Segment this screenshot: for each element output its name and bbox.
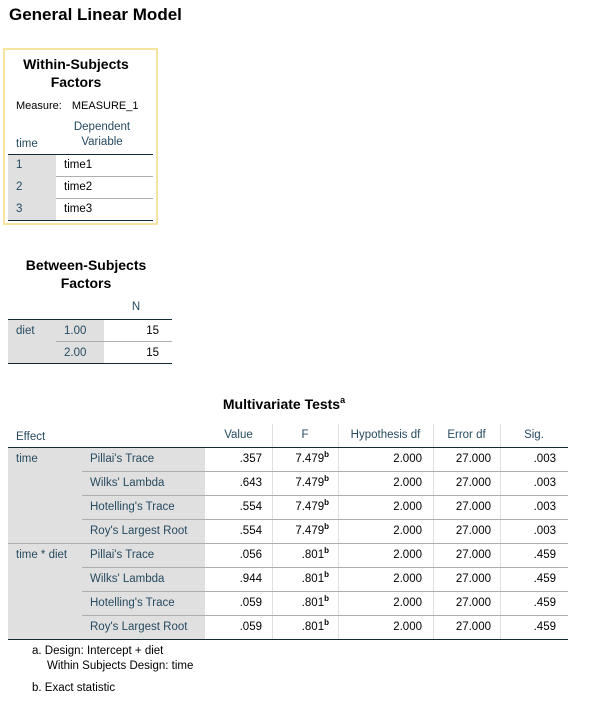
cell-value: .944 <box>239 573 262 585</box>
cell-variable: time3 <box>64 203 93 215</box>
row-rule <box>82 591 568 592</box>
row-rule <box>56 341 172 342</box>
effect-label-time: time <box>16 453 38 465</box>
cell-value: .554 <box>239 525 262 537</box>
col-header-error-df: Error df <box>447 429 486 441</box>
row-rule <box>56 176 153 177</box>
row-label-time: 2 <box>16 181 23 193</box>
col-header-hypothesis-df: Hypothesis df <box>350 429 421 441</box>
test-name: Roy's Largest Root <box>90 621 188 633</box>
cell-hypothesis-df: 2.000 <box>393 477 422 489</box>
col-header-time: time <box>16 138 38 150</box>
cell-sig: .003 <box>533 477 556 489</box>
col-header-value: Value <box>224 429 253 441</box>
cell-sig: .003 <box>533 525 556 537</box>
row-rule <box>82 471 568 472</box>
col-header-sig: Sig. <box>524 429 544 441</box>
title-text: Multivariate Tests <box>222 396 341 412</box>
level-label: 1.00 <box>64 325 87 337</box>
row-rule <box>82 495 568 496</box>
cell-error-df: 27.000 <box>455 573 491 585</box>
row-rule <box>56 198 153 199</box>
f-value: 7.479 <box>295 477 325 489</box>
measure-value: MEASURE_1 <box>71 100 139 112</box>
col-header-n: N <box>131 301 141 313</box>
multivariate-title <box>0 396 568 412</box>
between-subjects-title <box>8 256 164 292</box>
test-name: Pillai's Trace <box>90 549 155 561</box>
cell-hypothesis-df: 2.000 <box>393 549 422 561</box>
footnote-a-line2: Within Subjects Design: time <box>47 660 194 672</box>
f-value: .801 <box>301 597 325 609</box>
footnote-marker: b <box>324 618 329 627</box>
test-name: Wilks' Lambda <box>90 573 165 585</box>
f-value: 7.479 <box>295 453 325 465</box>
footnote-marker: b <box>324 450 329 459</box>
f-value: 7.479 <box>295 501 325 513</box>
cell-f <box>272 450 329 465</box>
level-label: 2.00 <box>64 347 87 359</box>
cell-sig: .003 <box>533 453 556 465</box>
f-value: .801 <box>301 549 325 561</box>
title-line: Factors <box>60 275 112 291</box>
cell-value: .554 <box>239 501 262 513</box>
cell-f <box>272 474 329 489</box>
row-rule <box>82 567 568 568</box>
cell-hypothesis-df: 2.000 <box>393 573 422 585</box>
footnote-b: b. Exact statistic <box>32 682 116 694</box>
cell-f <box>272 522 329 537</box>
f-value: .801 <box>301 621 325 633</box>
f-value: .801 <box>301 573 325 585</box>
table-bottom-rule <box>8 639 568 640</box>
test-name: Roy's Largest Root <box>90 525 188 537</box>
cell-sig: .459 <box>533 621 556 633</box>
row-rule <box>82 519 568 520</box>
cell-value: .059 <box>239 597 262 609</box>
cell-f <box>272 594 329 609</box>
footnote-marker: a <box>340 395 346 405</box>
cell-f <box>272 618 329 633</box>
col-header-effect: Effect <box>16 431 46 443</box>
group-rule <box>8 543 568 544</box>
cell-sig: .459 <box>533 549 556 561</box>
test-name: Pillai's Trace <box>90 453 155 465</box>
test-name: Hotelling's Trace <box>90 501 175 513</box>
footnote-marker: b <box>324 570 329 579</box>
cell-n: 15 <box>146 347 159 359</box>
row-rule <box>82 615 568 616</box>
title-line: Within-Subjects <box>23 56 129 72</box>
cell-hypothesis-df: 2.000 <box>393 501 422 513</box>
cell-error-df: 27.000 <box>455 501 491 513</box>
test-name: Hotelling's Trace <box>90 597 175 609</box>
col-header-variable: Variable <box>81 136 123 148</box>
cell-variable: time2 <box>64 181 93 193</box>
effect-label-time-diet: time * diet <box>16 549 68 561</box>
footnote-marker: b <box>324 474 329 483</box>
row-label-time: 1 <box>16 159 23 171</box>
footnote-marker: b <box>324 498 329 507</box>
measure-caption <box>16 100 147 112</box>
cell-f <box>272 498 329 513</box>
cell-sig: .459 <box>533 597 556 609</box>
cell-hypothesis-df: 2.000 <box>393 597 422 609</box>
cell-sig: .459 <box>533 573 556 585</box>
cell-f <box>272 570 329 585</box>
f-value: 7.479 <box>295 525 325 537</box>
cell-error-df: 27.000 <box>455 549 491 561</box>
cell-variable: time1 <box>64 159 93 171</box>
cell-f <box>272 546 329 561</box>
cell-error-df: 27.000 <box>455 621 491 633</box>
col-header-f: F <box>301 429 309 441</box>
cell-error-df: 27.000 <box>455 597 491 609</box>
table-bottom-rule <box>8 363 172 364</box>
title-line: Between-Subjects <box>25 257 147 273</box>
cell-error-df: 27.000 <box>455 477 491 489</box>
cell-value: .059 <box>239 621 262 633</box>
factor-label-diet: diet <box>16 325 35 337</box>
table-bottom-rule <box>8 220 153 221</box>
col-header-dependent: Dependent <box>73 121 131 133</box>
cell-error-df: 27.000 <box>455 525 491 537</box>
footnote-marker: b <box>324 546 329 555</box>
cell-value: .357 <box>239 453 262 465</box>
cell-hypothesis-df: 2.000 <box>393 453 422 465</box>
title-line: Factors <box>50 74 102 90</box>
test-name: Wilks' Lambda <box>90 477 165 489</box>
page-title: General Linear Model <box>9 5 182 24</box>
cell-hypothesis-df: 2.000 <box>393 621 422 633</box>
cell-sig: .003 <box>533 501 556 513</box>
cell-hypothesis-df: 2.000 <box>393 525 422 537</box>
cell-value: .056 <box>239 549 262 561</box>
row-label-time: 3 <box>16 203 23 215</box>
cell-n: 15 <box>146 325 159 337</box>
cell-error-df: 27.000 <box>455 453 491 465</box>
measure-label: Measure: <box>16 100 62 112</box>
footnote-a: a. Design: Intercept + diet <box>32 645 164 657</box>
footnote-marker: b <box>324 594 329 603</box>
footnote-marker: b <box>324 522 329 531</box>
within-subjects-title <box>4 55 148 91</box>
cell-value: .643 <box>239 477 262 489</box>
